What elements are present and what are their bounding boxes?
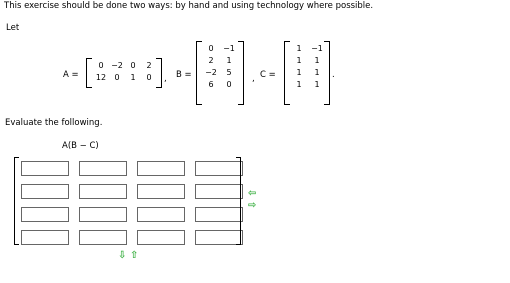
- matrix-c-cell: 1: [314, 80, 320, 89]
- matrix-a-separator: ,: [164, 74, 167, 84]
- answer-input[interactable]: [137, 184, 185, 199]
- left-right-arrow-icon[interactable]: ⇦: [248, 188, 257, 199]
- matrix-b-cell: 0: [226, 80, 232, 89]
- matrix-b-label: B =: [176, 70, 192, 80]
- matrix-c-cell: 1: [314, 56, 320, 65]
- matrix-a-cell: −2: [111, 61, 123, 70]
- answer-right-bracket: [236, 157, 241, 245]
- answer-input[interactable]: [21, 230, 69, 245]
- answer-input[interactable]: [79, 230, 127, 245]
- answer-input[interactable]: [79, 184, 127, 199]
- answer-input[interactable]: [137, 161, 185, 176]
- up-arrow-icon[interactable]: ⇧: [130, 250, 139, 261]
- matrix-a-grid: [93, 60, 157, 84]
- matrix-a-right-bracket: [156, 58, 162, 88]
- matrix-b: [196, 41, 248, 105]
- matrix-b-separator: ,: [252, 74, 255, 84]
- answer-input[interactable]: [137, 230, 185, 245]
- matrix-b-cell: 1: [226, 56, 232, 65]
- matrix-c: [284, 41, 336, 105]
- answer-left-bracket: [14, 157, 19, 245]
- matrix-a-cell: 0: [114, 73, 120, 82]
- matrix-a: [86, 58, 166, 88]
- matrix-c-grid: [290, 43, 326, 91]
- answer-input[interactable]: [21, 207, 69, 222]
- answer-input[interactable]: [79, 161, 127, 176]
- right-arrow-icon[interactable]: ⇨: [248, 200, 257, 211]
- evaluate-label: Evaluate the following.: [5, 118, 103, 128]
- matrix-a-cell: 1: [130, 73, 136, 82]
- answer-input[interactable]: [137, 207, 185, 222]
- matrix-c-cell: 1: [296, 44, 302, 53]
- answer-matrix: [14, 157, 244, 247]
- matrix-b-grid: [202, 43, 238, 91]
- matrix-c-right-bracket: [324, 41, 330, 105]
- matrix-a-cell: 0: [98, 61, 104, 70]
- matrix-c-cell: 1: [296, 80, 302, 89]
- matrix-c-cell: −1: [311, 44, 323, 53]
- matrix-c-cell: 1: [314, 68, 320, 77]
- matrix-a-cell: 2: [146, 61, 152, 70]
- matrix-c-cell: 1: [296, 56, 302, 65]
- matrix-c-separator: .: [332, 70, 335, 80]
- answer-input[interactable]: [21, 161, 69, 176]
- matrix-b-cell: 6: [208, 80, 214, 89]
- answer-grid: [21, 161, 239, 245]
- matrix-a-left-bracket: [86, 58, 92, 88]
- answer-input[interactable]: [21, 184, 69, 199]
- matrix-a-cell: 12: [95, 73, 107, 82]
- instruction-text: This exercise should be done two ways: by hand and using technology where possible.: [4, 1, 374, 11]
- expression-label: A(B − C): [62, 141, 99, 151]
- down-arrow-icon[interactable]: ⇩: [118, 250, 127, 261]
- matrix-a-label: A =: [63, 70, 79, 80]
- matrix-b-cell: −2: [205, 68, 217, 77]
- let-label: Let: [6, 23, 20, 33]
- matrix-c-label: C =: [260, 70, 276, 80]
- answer-input[interactable]: [79, 207, 127, 222]
- matrix-c-cell: 1: [296, 68, 302, 77]
- matrix-b-cell: 2: [208, 56, 214, 65]
- matrix-b-cell: 5: [226, 68, 232, 77]
- matrix-b-cell: −1: [223, 44, 235, 53]
- matrix-a-cell: 0: [130, 61, 136, 70]
- matrix-b-right-bracket: [238, 41, 244, 105]
- matrix-b-cell: 0: [208, 44, 214, 53]
- matrix-a-cell: 0: [146, 73, 152, 82]
